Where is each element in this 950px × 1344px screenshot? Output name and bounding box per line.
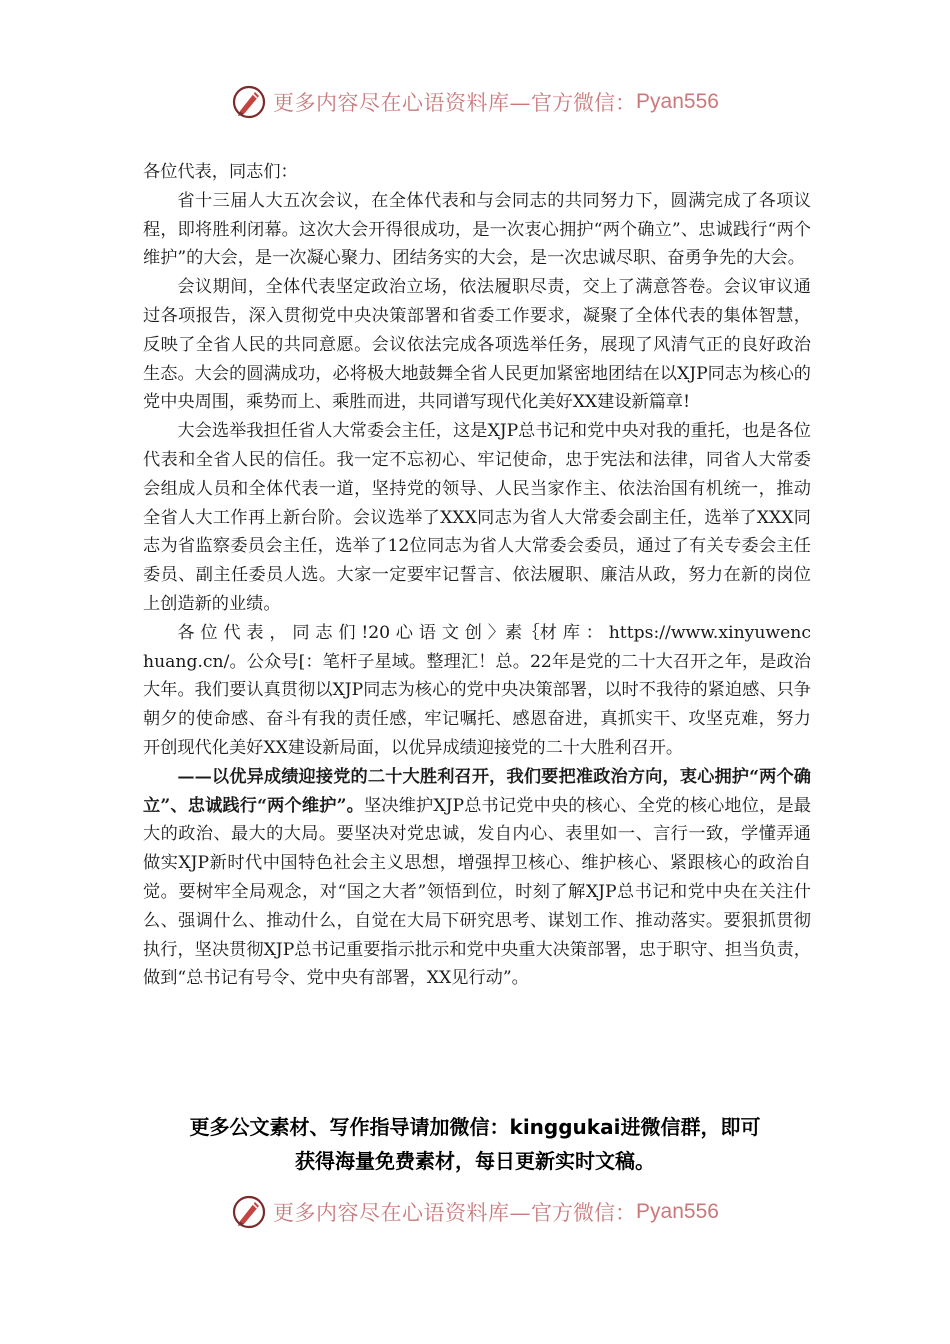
footer-banner [0,1190,950,1234]
header-wechat-id: Pyan556 [636,90,719,113]
header-banner-text: 更多内容尽在心语资料库— [273,91,532,115]
header-wechat-label: 官方微信： [531,91,637,115]
footer-banner-text: 更多内容尽在心语资料库— [273,1201,532,1225]
footer-wechat-label: 官方微信： [531,1201,637,1225]
paragraph-5-bold-lead: ——以优异成绩迎接党的二十大胜利召开，我们要把准政治方向，衷心拥护“两个确立”、忠诚践行“两个维护”。 [143,766,811,816]
pen-nib-logo-icon [231,84,267,120]
paragraph-3: 大会选举我担任省人大常委会主任，这是XJP总书记和党中央对我的重托，也是各位代表和全省人民的信任。我一定不忘初心、牢记使命，忠于宪法和法律，同省人大常委会组成人员和全体代表一道，坚持党的领导、人民当家作主、依法治国有机统一，推动全省人大工作再上新台阶。会议选举了XXX同志为省人大常委会副主任，选举了XXX同志为省监察委员会主任，选举了12位同志为省人大常委会委员，通过了有关专委会主任委员、副主任委员人选。大家一定要牢记誓言、依法履职、廉洁从政，努力在新的岗位上创造新的业绩。 [143,421,811,614]
greeting: 各位代表，同志们： [143,162,298,182]
header-banner [0,80,950,124]
promo-notice [100,1110,850,1178]
pen-nib-logo-icon [231,1194,267,1230]
paragraph-1: 省十三届人大五次会议，在全体代表和与会同志的共同努力下，圆满完成了各项议程，即将胜利闭幕。这次大会开得很成功，是一次衷心拥护“两个确立”、忠诚践行“两个维护”的大会，是一次凝心聚力、团结务实的大会，是一次忠诚尽职、奋勇争先的大会。 [143,190,811,269]
document-body [143,158,811,993]
paragraph-2: 会议期间，全体代表坚定政治立场，依法履职尽责，交上了满意答卷。会议审议通过各项报告，深入贯彻党中央决策部署和省委工作要求，凝聚了全体代表的集体智慧，反映了全省人民的共同意愿。会议依法完成各项选举任务，展现了风清气正的良好政治生态。大会的圆满成功，必将极大地鼓舞全省人民更加紧密地团结在以XJP同志为核心的党中央周围，乘势而上、乘胜而进，共同谱写现代化美好XX建设新篇章! [143,277,811,413]
promo-line-1: 更多公文素材、写作指导请加微信：kinggukai进微信群，即可 [189,1115,761,1139]
paragraph-5 [143,763,811,993]
paragraph-4: 各 位 代 表 ， 同 志 们 !20 心 语 文 创 〉素｛材 库 ： https://www.xinyuwenchuang.cn/。公众号[：笔杆子星域。整理汇！总。22年是党的二十大召开之年，是政治大年。我们要认真贯彻以XJP同志为核心的党中央决策部署，以时不我待的紧迫感、只争朝夕的使命感、奋斗有我的责任感，牢记嘱托、感恩奋进，真抓实干、攻坚克难，努力开创现代化美好XX建设新局面，以优异成绩迎接党的二十大胜利召开。 [143,622,811,758]
footer-wechat-id: Pyan556 [636,1200,719,1223]
paragraph-5-body: 坚决维护XJP总书记党中央的核心、全党的核心地位，是最大的政治、最大的大局。要坚决对党忠诚，发自内心、表里如一、言行一致，学懂弄通做实XJP新时代中国特色社会主义思想，增强捍卫核心、维护核心、紧跟核心的政治自觉。要树牢全局观念，对“国之大者”领悟到位，时刻了解XJP总书记和党中央在关注什么、强调什么、推动什么，自觉在大局下研究思考、谋划工作、推动落实。要狠抓贯彻执行，坚决贯彻XJP总书记重要指示批示和党中央重大决策部署，忠于职守、担当负责，做到“总书记有号令、党中央有部署，XX见行动”。 [143,795,811,989]
promo-line-2: 获得海量免费素材，每日更新实时文稿。 [295,1149,655,1173]
